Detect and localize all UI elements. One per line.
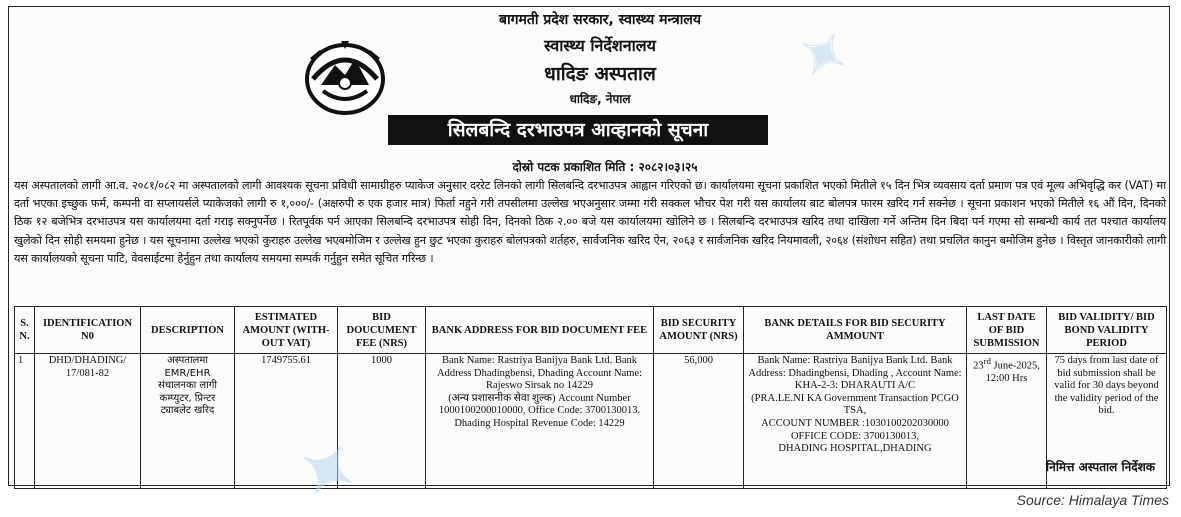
header-description: DESCRIPTION — [141, 307, 235, 354]
cell-description: अस्पतालमा EMR/EHR संचालनका लागी कम्प्युटर, प्रिन्टर ट्याबलेट खरिद — [141, 354, 235, 489]
header-bank-address: BANK ADDRESS FOR BID DOCUMENT FEE — [426, 307, 654, 354]
bank-details-name: Bank Name: Rastriya Banijya Bank Ltd. Bank Address: Dhadingbensi, Dhading , Account Name: KHA-2-3: DHARAUTI A/C — [748, 355, 962, 392]
bank-details-account: ACCOUNT NUMBER :1030100202030000 — [761, 417, 949, 429]
signatory: निमित्त अस्पताल निर्देशक — [1046, 460, 1155, 474]
hospital-location: धादिङ, नेपाल — [569, 92, 631, 106]
cell-bank-address — [426, 354, 654, 489]
cell-bid-security: 56,000 — [654, 354, 744, 489]
ministry-name: बागमती प्रदेश सरकार, स्वास्थ्य मन्त्रालय — [499, 12, 701, 28]
notice-title-banner: सिलबन्दि दरभाउपत्र आव्हानको सूचना — [388, 115, 768, 145]
bank-address-line: Bank Name: Rastriya Banijya Bank Ltd. Bank Address Dhadingbensi, Dhading Account Name: Rajeswo Sirsak no 14229 — [436, 355, 642, 392]
bank-details-office: OFFICE CODE: 3700130013, — [790, 430, 920, 442]
header-identification: IDENTIFICATION N0 — [35, 307, 141, 354]
header-bid-security: BID SECURITY AMOUNT (NRS) — [654, 307, 744, 354]
last-date-day: 23 — [973, 360, 984, 372]
header-bank-details: BANK DETAILS FOR BID SECURITY AMMOUNT — [744, 307, 967, 354]
cell-validity: 75 days from last date of bid submission shall be valid for 30 days beyond the validity period of the bid. — [1047, 354, 1167, 489]
header-last-date: LAST DATE OF BID SUBMISSION — [967, 307, 1047, 354]
header-bid-document-fee: BID DOUCUMENT FEE (NRS) — [338, 307, 426, 354]
hospital-name: धादिङ अस्पताल — [544, 63, 656, 85]
bid-details-table — [14, 306, 1167, 489]
cell-sn: 1 — [15, 354, 35, 489]
cell-last-date — [967, 354, 1047, 489]
notice-body-paragraph: यस अस्पतालको लागी आ.व. २०८१/०८२ मा अस्पतालको लागी आवश्यक सूचना प्रविधी सामाग्रीहरु प्याकेज अनुसार दररेट लिनको लागी सिलबन्दि दरभाउपत्र आह्वान गरिएको छ। कार्यालयमा सूचना प्रकाशित भएको मितीले १५ दिन भित्र व्यवसाय दर्ता प्रमाण पत्र एवं मूल्य अभिवृद्धि कर (VAT) मा दर्ता भएका इच्छुक फर्म, कम्पनी वा सप्लायर्सले प्याकेजको लागी रु १,०००/- (अक्षरुपी रु एक हजार मात्र) फिर्ता नहुने गरी तपसीलमा उल्लेख भएअनुसार जम्मा गरी सक्कल भौचर पेश गरी यस कार्यालय बाट बोलपत्र फारम खरिद गर्न सक्नेछ । सूचना प्रकाशन भएको मितीले १६ औं दिन, दिनको ठिक १२ बजेभित्र दरभाउपत्र यस कार्यालयमा दर्ता गराइ सक्नुपर्नेछ । रितपूर्वक पर्न आएका सिलबन्दि दरभाउपत्र सोही दिन, दिनको ठिक २.०० बजे यस कार्यालयमा खोलिने छ । सिलबन्दि दरभाउपत्र खरिद तथा दाखिला गर्ने अन्तिम दिन बिदा पर्न गएमा सो सम्बन्धी कार्य तत पश्चात कार्यालय खुलेको दिन सोही समयमा हुनेछ । यस सूचनामा उल्लेख भएको कुराहरु उल्लेख भएबमोजिम र उल्लेख हुन छुट भएका कुराहरु बोलपत्रको शर्तहरु, सार्वजनिक खरिद ऐन, २०६३ र सार्वजनिक खरिद नियमावली, २०६४ (संशोधन सहित) तथा प्रचलित कानुन बमोजिम हुनेछ । विस्तृत जानकारीको लागी यस कार्यालयको सूचना पाटि, वेवसाईटमा हेर्नुहुन तथा कार्यालय समयमा सम्पर्क गर्नुहुन समेत सूचित गरिन्छ । — [14, 179, 1166, 265]
directorate-name: स्वास्थ्य निर्देशनालय — [544, 36, 656, 55]
last-date-value — [970, 355, 1043, 373]
bank-address-account: (अन्य प्रशासनीक सेवा शुल्क) Account Number 1000100200010000, Office Code: 3700130013. Dhading Hospital Revenue Code: 14229 — [438, 392, 641, 429]
last-date-time: 12:00 Hrs — [985, 373, 1028, 385]
last-date-month: June-2025, — [990, 360, 1040, 372]
watermark-mark: ✦ — [783, 16, 867, 93]
published-date: दोस्रो पटक प्रकाशित मिति : २०८२।०३।२५ — [512, 160, 698, 174]
table-row — [15, 354, 1167, 489]
bank-details-transaction: (PRA.LE.NI KA Government Transaction PCGO TSA, — [751, 392, 959, 417]
cell-identification: DHD/DHADING/ 17/081-82 — [35, 354, 141, 489]
cell-bank-details — [744, 354, 967, 489]
header-sn: S. N. — [15, 307, 35, 354]
cell-bid-document-fee: 1000 — [338, 354, 426, 489]
header-estimated-amount: ESTIMATED AMOUNT (WITH-OUT VAT) — [235, 307, 338, 354]
table-header-row — [15, 307, 1167, 354]
watermark-mark: ✦ — [281, 426, 378, 516]
bank-details-hospital: DHADING HOSPITAL,DHADING — [778, 443, 932, 455]
source-credit: Source: Himalaya Times — [1016, 492, 1169, 508]
header-validity: BID VALIDITY/ BID BOND VALIDITY PERIOD — [1047, 307, 1167, 354]
cell-estimated-amount: 1749755.61 — [235, 354, 338, 489]
last-date-suffix: rd — [983, 356, 991, 366]
